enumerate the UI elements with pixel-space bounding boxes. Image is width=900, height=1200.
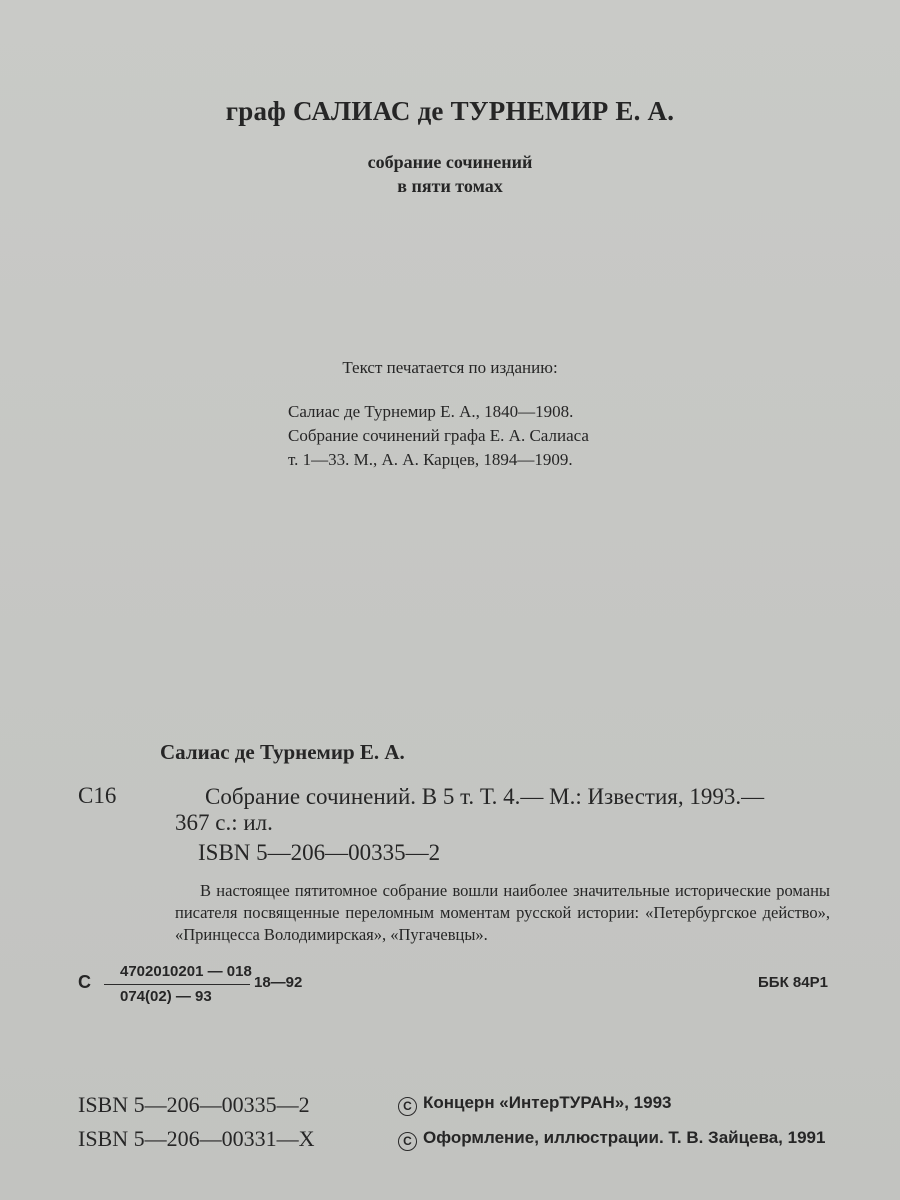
book-author-title: граф САЛИАС де ТУРНЕМИР Е. А.	[225, 96, 675, 126]
catalog-code: С16	[78, 783, 117, 808]
catalog-author: Салиас де Турнемир Е. А.	[160, 740, 405, 764]
footer-isbn-1: ISBN 5—206—00335—2	[78, 1092, 310, 1117]
formula-denominator: 074(02) — 93	[120, 988, 212, 1005]
formula-fraction-line	[104, 984, 250, 985]
catalog-description-line-1: Собрание сочинений. В 5 т. Т. 4.— М.: Известия, 1993.—	[205, 784, 765, 809]
catalog-isbn: ISBN 5—206—00335—2	[198, 840, 441, 865]
footer-isbn-2: ISBN 5—206—00331—X	[78, 1126, 315, 1151]
source-edition-line-3: т. 1—33. М., А. А. Карцев, 1894—1909.	[288, 450, 573, 469]
collection-title	[0, 150, 900, 198]
collection-title-line-1: собрание сочинений	[367, 152, 533, 172]
formula-numerator: 4702010201 — 018	[120, 963, 252, 980]
copyright-line-2	[398, 1128, 825, 1151]
catalog-description-line-2: 367 с.: ил.	[175, 810, 273, 835]
copyright-text-1: Концерн «ИнтерТУРАН», 1993	[423, 1093, 672, 1112]
copyright-icon: C	[398, 1132, 417, 1151]
source-edition-heading: Текст печатается по изданию:	[342, 358, 558, 377]
formula-suffix: 18—92	[254, 974, 303, 991]
catalog-annotation: В настоящее пятитомное собрание вошли наиболее значительные исторические романы писателя посвященные переломным моментам русской истории: «Петербургское действо», «Принцесса Володимирская», «Пугачевцы».	[175, 881, 830, 944]
source-edition-line-1: Салиас де Турнемир Е. А., 1840—1908.	[288, 402, 574, 421]
copyright-icon: C	[398, 1097, 417, 1116]
formula-letter: С	[78, 972, 91, 992]
copyright-line-1	[398, 1093, 672, 1116]
collection-title-line-2: в пяти томах	[397, 176, 503, 196]
source-edition-reference	[288, 400, 589, 472]
copyright-text-2: Оформление, иллюстрации. Т. В. Зайцева, 1991	[423, 1128, 826, 1147]
bbk-code: ББК 84Р1	[758, 974, 828, 991]
source-edition-line-2: Собрание сочинений графа Е. А. Салиаса	[288, 426, 589, 445]
